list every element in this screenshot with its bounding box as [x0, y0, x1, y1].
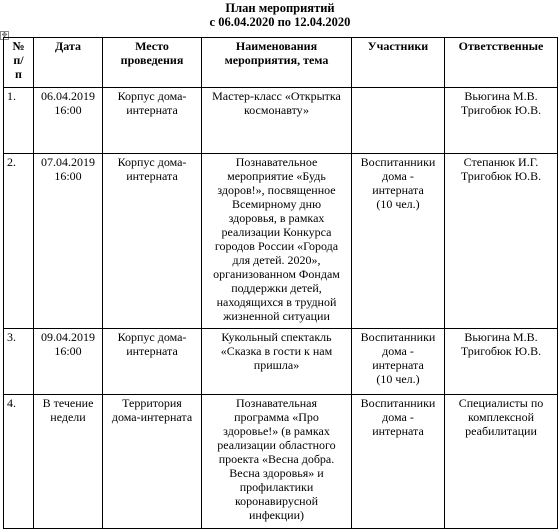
header-event: Наименования мероприятия, тема	[202, 38, 352, 88]
table-row	[4, 88, 558, 154]
cell-event: Познавательная программа «Про здоровье!» (в рамках реализации областного проекта «Весна добра. Весна здоровья» и профилактики коронавирусной инфекции)	[202, 395, 352, 529]
header-num: № п/ п	[4, 38, 34, 88]
cell-date: 07.04.2019 16:00	[34, 154, 103, 329]
table-row	[4, 154, 558, 329]
cell-responsible: Специалисты по комплексной реабилитации	[445, 395, 558, 529]
cell-num: 3.	[4, 329, 34, 395]
cell-place: Территория дома-интерната	[103, 395, 202, 529]
header-participants: Участники	[352, 38, 445, 88]
cell-num: 1.	[4, 88, 34, 154]
title-line-1: План мероприятий	[225, 1, 335, 15]
cell-num: 2.	[4, 154, 34, 329]
cell-place: Корпус дома- интерната	[103, 154, 202, 329]
cell-date: 06.04.2019 16:00	[34, 88, 103, 154]
header-responsible: Ответственные	[445, 38, 558, 88]
table-header-row	[4, 38, 558, 88]
cell-event: Кукольный спектакль «Сказка в гости к нам пришла»	[202, 329, 352, 395]
header-place: Место проведения	[103, 38, 202, 88]
cell-participants: Воспитанники дома - интерната (10 чел.)	[352, 154, 445, 329]
cell-responsible: Вьюгина М.В. Тригобюк Ю.В.	[445, 88, 558, 154]
cell-num: 4.	[4, 395, 34, 529]
cell-event: Познавательное мероприятие «Будь здоров!», посвященное Всемирному дню здоровья, в рамках реализации Конкурса городов России «Города для детей. 2020», организованном Фондам поддержки детей, находящихся в трудной жизненной ситуации	[202, 154, 352, 329]
cell-participants	[352, 88, 445, 154]
cell-date: 09.04.2019 16:00	[34, 329, 103, 395]
cell-place: Корпус дома- интерната	[103, 329, 202, 395]
cell-place: Корпус дома- интерната	[103, 88, 202, 154]
table-row	[4, 329, 558, 395]
document-title	[0, 0, 560, 29]
cell-participants: Воспитанники дома - интерната (10 чел.)	[352, 329, 445, 395]
cell-participants: Воспитанники дома - интерната	[352, 395, 445, 529]
table-row	[4, 395, 558, 529]
header-date: Дата	[34, 38, 103, 88]
cell-responsible: Степанюк И.Г. Тригобюк Ю.В.	[445, 154, 558, 329]
cell-date: В течение недели	[34, 395, 103, 529]
events-table	[3, 37, 558, 529]
cell-event: Мастер-класс «Открытка космонавту»	[202, 88, 352, 154]
cell-responsible: Вьюгина М.В. Тригобюк Ю.В.	[445, 329, 558, 395]
title-line-2: с 06.04.2020 по 12.04.2020	[209, 15, 351, 29]
table-move-handle-icon[interactable]: ✥	[1, 31, 8, 39]
